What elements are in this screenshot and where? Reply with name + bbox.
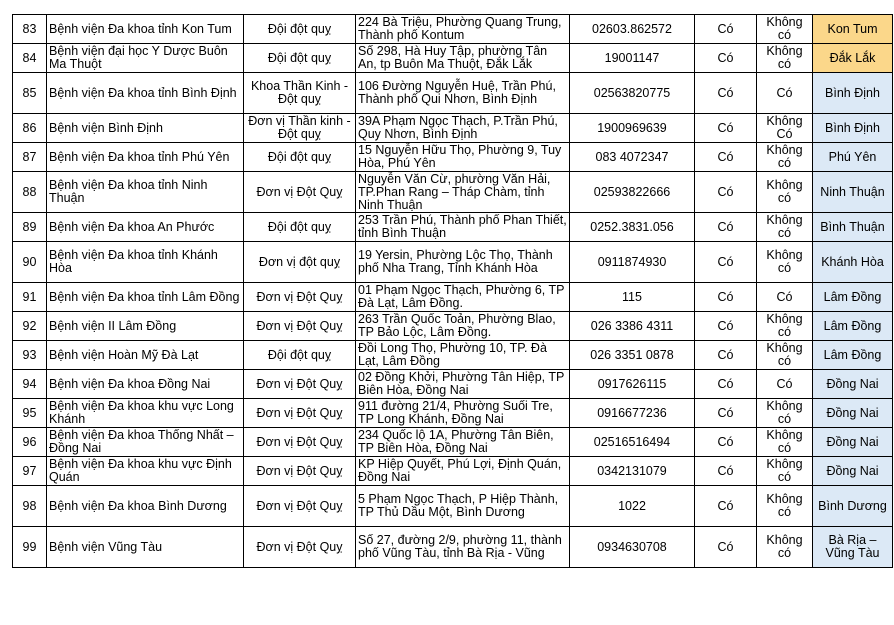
row-number: 86: [13, 114, 47, 143]
hospital-name: Bệnh viện Đa khoa tỉnh Lâm Đồng: [47, 283, 244, 312]
row-number: 90: [13, 242, 47, 283]
availability-cell-2: Có: [757, 283, 813, 312]
availability-cell: Có: [695, 114, 757, 143]
stroke-unit: Đơn vị Đột Quỵ: [244, 312, 356, 341]
availability-cell-2: Không có: [757, 428, 813, 457]
availability-cell: Có: [695, 370, 757, 399]
address: 15 Nguyễn Hữu Thọ, Phường 9, Tuy Hòa, Phú Yên: [356, 143, 570, 172]
row-number: 96: [13, 428, 47, 457]
hospital-name: Bệnh viện Đa khoa tỉnh Ninh Thuận: [47, 172, 244, 213]
stroke-unit: Đơn vị Đột Quỵ: [244, 283, 356, 312]
availability-cell: Có: [695, 283, 757, 312]
row-number: 93: [13, 341, 47, 370]
row-number: 94: [13, 370, 47, 399]
availability-cell: Có: [695, 399, 757, 428]
availability-cell: Có: [695, 242, 757, 283]
province: Bình Định: [813, 73, 893, 114]
availability-cell-2: Không có: [757, 172, 813, 213]
province: Đắk Lắk: [813, 44, 893, 73]
availability-cell-2: Có: [757, 370, 813, 399]
address: 01 Phạm Ngọc Thạch, Phường 6, TP Đà Lạt, Lâm Đồng.: [356, 283, 570, 312]
row-number: 99: [13, 527, 47, 568]
availability-cell-2: Không có: [757, 15, 813, 44]
availability-cell-2: Không có: [757, 242, 813, 283]
address: 106 Đường Nguyễn Huệ, Trần Phú, Thành phố Qui Nhơn, Bình Định: [356, 73, 570, 114]
phone-number: 0934630708: [570, 527, 695, 568]
hospital-name: Bệnh viện Đa khoa khu vực Định Quán: [47, 457, 244, 486]
stroke-unit: Đơn vị Đột Quỵ: [244, 172, 356, 213]
table-row: [13, 213, 893, 242]
phone-number: 026 3351 0878: [570, 341, 695, 370]
province: Bình Định: [813, 114, 893, 143]
phone-number: 115: [570, 283, 695, 312]
availability-cell: Có: [695, 486, 757, 527]
availability-cell-2: Không có: [757, 457, 813, 486]
province: Lâm Đồng: [813, 283, 893, 312]
phone-number: 0342131079: [570, 457, 695, 486]
row-number: 87: [13, 143, 47, 172]
availability-cell-2: Không có: [757, 44, 813, 73]
hospital-name: Bệnh viện Đa khoa Bình Dương: [47, 486, 244, 527]
table-row: [13, 486, 893, 527]
table-row: [13, 15, 893, 44]
hospital-name: Bệnh viện Bình Định: [47, 114, 244, 143]
row-number: 84: [13, 44, 47, 73]
province: Khánh Hòa: [813, 242, 893, 283]
stroke-unit: Đội đột quỵ: [244, 44, 356, 73]
availability-cell-2: Có: [757, 73, 813, 114]
phone-number: 1900969639: [570, 114, 695, 143]
hospital-name: Bệnh viện Đa khoa tỉnh Khánh Hòa: [47, 242, 244, 283]
phone-number: 026 3386 4311: [570, 312, 695, 341]
row-number: 88: [13, 172, 47, 213]
row-number: 98: [13, 486, 47, 527]
phone-number: 0252.3831.056: [570, 213, 695, 242]
availability-cell-2: Không có: [757, 213, 813, 242]
availability-cell: Có: [695, 172, 757, 213]
table-row: [13, 114, 893, 143]
table-row: [13, 370, 893, 399]
row-number: 89: [13, 213, 47, 242]
phone-number: 02563820775: [570, 73, 695, 114]
hospital-name: Bệnh viện đại học Y Dược Buôn Ma Thuột: [47, 44, 244, 73]
address: 911 đường 21/4, Phường Suối Tre, TP Long Khánh, Đồng Nai: [356, 399, 570, 428]
availability-cell: Có: [695, 341, 757, 370]
stroke-unit: Đơn vị Thần kinh - Đột quỵ: [244, 114, 356, 143]
province: Lâm Đồng: [813, 312, 893, 341]
hospital-name: Bệnh viện Vũng Tàu: [47, 527, 244, 568]
address: 5 Phạm Ngọc Thạch, P Hiệp Thành, TP Thủ Dầu Một, Bình Dương: [356, 486, 570, 527]
availability-cell: Có: [695, 143, 757, 172]
hospital-name: Bệnh viện Đa khoa tỉnh Kon Tum: [47, 15, 244, 44]
availability-cell: Có: [695, 213, 757, 242]
table-row: [13, 44, 893, 73]
province: Đồng Nai: [813, 428, 893, 457]
address: Đồi Long Thọ, Phường 10, TP. Đà Lạt, Lâm Đồng: [356, 341, 570, 370]
hospital-name: Bệnh viện Đa khoa tỉnh Bình Định: [47, 73, 244, 114]
stroke-unit: Đơn vị đột quỵ: [244, 242, 356, 283]
table-row: [13, 527, 893, 568]
phone-number: 1022: [570, 486, 695, 527]
province: Kon Tum: [813, 15, 893, 44]
phone-number: 02603.862572: [570, 15, 695, 44]
availability-cell-2: Không có: [757, 341, 813, 370]
hospital-name: Bệnh viện Đa khoa Thống Nhất – Đồng Nai: [47, 428, 244, 457]
hospital-name: Bệnh viện Đa khoa An Phước: [47, 213, 244, 242]
address: Số 27, đường 2/9, phường 11, thành phố Vũng Tàu, tỉnh Bà Rịa - Vũng: [356, 527, 570, 568]
row-number: 91: [13, 283, 47, 312]
availability-cell: Có: [695, 312, 757, 341]
hospital-name: Bệnh viện Đa khoa khu vực Long Khánh: [47, 399, 244, 428]
row-number: 85: [13, 73, 47, 114]
hospital-name: Bệnh viện Hoàn Mỹ Đà Lạt: [47, 341, 244, 370]
province: Bình Dương: [813, 486, 893, 527]
stroke-unit: Đơn vị Đột Quỵ: [244, 457, 356, 486]
address: 234 Quốc lộ 1A, Phường Tân Biên, TP Biên Hòa, Đồng Nai: [356, 428, 570, 457]
table-row: [13, 172, 893, 213]
stroke-unit: Đơn vị Đột Quỵ: [244, 428, 356, 457]
address: Số 298, Hà Huy Tập, phường Tân An, tp Buôn Ma Thuột, Đắk Lắk: [356, 44, 570, 73]
address: 263 Trần Quốc Toản, Phường Blao, TP Bảo Lộc, Lâm Đồng.: [356, 312, 570, 341]
province: Bình Thuận: [813, 213, 893, 242]
table-row: [13, 457, 893, 486]
hospital-name: Bệnh viện Đa khoa tỉnh Phú Yên: [47, 143, 244, 172]
address: Nguyễn Văn Cừ, phường Văn Hải, TP.Phan Rang – Tháp Chàm, tỉnh Ninh Thuận: [356, 172, 570, 213]
availability-cell-2: Không có: [757, 399, 813, 428]
address: 224 Bà Triệu, Phường Quang Trung, Thành phố Kontum: [356, 15, 570, 44]
availability-cell: Có: [695, 73, 757, 114]
table-row: [13, 283, 893, 312]
availability-cell: Có: [695, 44, 757, 73]
availability-cell-2: Không có: [757, 143, 813, 172]
phone-number: 083 4072347: [570, 143, 695, 172]
address: 02 Đồng Khởi, Phường Tân Hiệp, TP Biên Hòa, Đồng Nai: [356, 370, 570, 399]
hospital-stroke-table: [12, 14, 893, 568]
province: Đồng Nai: [813, 457, 893, 486]
availability-cell-2: Không có: [757, 527, 813, 568]
row-number: 83: [13, 15, 47, 44]
phone-number: 0911874930: [570, 242, 695, 283]
address: KP Hiệp Quyết, Phú Lợi, Định Quán, Đồng Nai: [356, 457, 570, 486]
table-row: [13, 73, 893, 114]
table-row: [13, 312, 893, 341]
phone-number: 0916677236: [570, 399, 695, 428]
table-body: [13, 15, 893, 568]
province: Bà Rịa – Vũng Tàu: [813, 527, 893, 568]
province: Đồng Nai: [813, 370, 893, 399]
hospital-name: Bệnh viện II Lâm Đồng: [47, 312, 244, 341]
province: Ninh Thuận: [813, 172, 893, 213]
stroke-unit: Đội đột quỵ: [244, 341, 356, 370]
province: Đồng Nai: [813, 399, 893, 428]
availability-cell: Có: [695, 428, 757, 457]
stroke-unit: Đội đột quỵ: [244, 143, 356, 172]
phone-number: 02516516494: [570, 428, 695, 457]
province: Phú Yên: [813, 143, 893, 172]
row-number: 95: [13, 399, 47, 428]
table-row: [13, 399, 893, 428]
availability-cell: Có: [695, 527, 757, 568]
province: Lâm Đồng: [813, 341, 893, 370]
stroke-unit: Đơn vị Đột Quỵ: [244, 399, 356, 428]
address: 19 Yersin, Phường Lộc Thọ, Thành phố Nha Trang, Tỉnh Khánh Hòa: [356, 242, 570, 283]
address: 253 Trần Phú, Thành phố Phan Thiết, tỉnh Bình Thuận: [356, 213, 570, 242]
hospital-name: Bệnh viện Đa khoa Đồng Nai: [47, 370, 244, 399]
stroke-unit: Đơn vị Đột Quỵ: [244, 527, 356, 568]
stroke-unit: Khoa Thần Kinh - Đột quỵ: [244, 73, 356, 114]
stroke-unit: Đơn vị Đột Quỵ: [244, 486, 356, 527]
availability-cell-2: Không có: [757, 312, 813, 341]
table-row: [13, 428, 893, 457]
row-number: 92: [13, 312, 47, 341]
availability-cell: Có: [695, 15, 757, 44]
table-row: [13, 143, 893, 172]
stroke-unit: Đội đột quỵ: [244, 15, 356, 44]
table-row: [13, 242, 893, 283]
address: 39A Phạm Ngọc Thạch, P.Trần Phú, Quy Nhơn, Bình Định: [356, 114, 570, 143]
phone-number: 0917626115: [570, 370, 695, 399]
phone-number: 02593822666: [570, 172, 695, 213]
stroke-unit: Đội đột quỵ: [244, 213, 356, 242]
stroke-unit: Đơn vị Đột Quỵ: [244, 370, 356, 399]
table-row: [13, 341, 893, 370]
availability-cell: Có: [695, 457, 757, 486]
availability-cell-2: Không có: [757, 486, 813, 527]
phone-number: 19001147: [570, 44, 695, 73]
availability-cell-2: Không Có: [757, 114, 813, 143]
row-number: 97: [13, 457, 47, 486]
